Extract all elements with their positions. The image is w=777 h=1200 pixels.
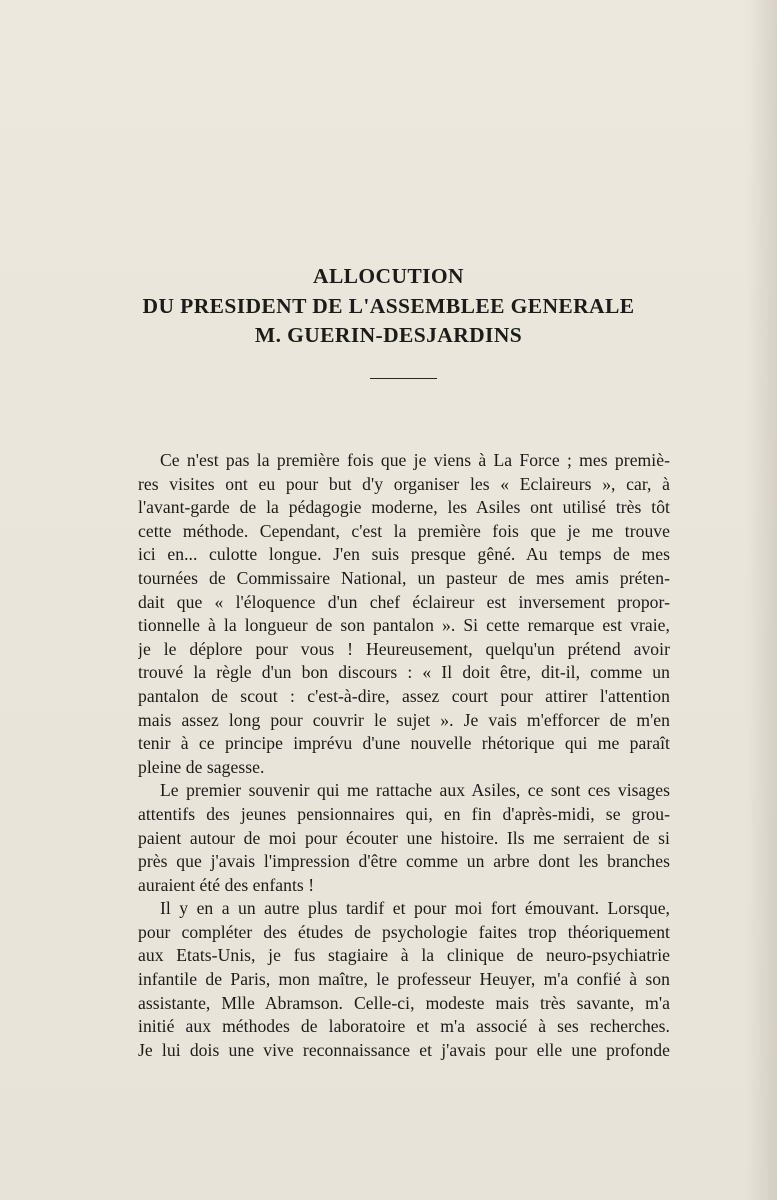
- text-line: pour compléter des études de psychologie faites trop théoriquement: [138, 921, 670, 942]
- text-line: assistante, Mlle Abramson. Celle-ci, modeste mais très savante, m'a: [138, 992, 670, 1013]
- body-text: [138, 449, 670, 1062]
- text-line: pleine de sagesse.: [138, 756, 265, 777]
- text-line: paient autour de moi pour écouter une histoire. Ils me serraient de si: [138, 827, 670, 848]
- text-line: tionnelle à la longueur de son pantalon ». Si cette remarque est vraie,: [138, 615, 670, 636]
- text-line: ici en... culotte longue. J'en suis presque gêné. Au temps de mes: [138, 544, 670, 565]
- text-line: trouvé la règle d'un bon discours : « Il doit être, dit-il, comme un: [138, 662, 670, 683]
- text-line: Le premier souvenir qui me rattache aux Asiles, ce sont ces visages: [160, 780, 670, 801]
- text-line: attentifs des jeunes pensionnaires qui, en fin d'après-midi, se grou-: [138, 803, 670, 824]
- text-line: Il y en a un autre plus tardif et pour moi fort émouvant. Lorsque,: [160, 898, 670, 919]
- text-line: l'avant-garde de la pédagogie moderne, les Asiles ont utilisé très tôt: [138, 497, 670, 518]
- text-line: cette méthode. Cependant, c'est la première fois que je me trouve: [138, 520, 670, 541]
- title-line-2: DU PRESIDENT DE L'ASSEMBLEE GENERALE: [142, 293, 635, 318]
- text-line: près que j'avais l'impression d'être comme un arbre dont les branches: [138, 851, 670, 872]
- text-line: dait que « l'éloquence d'un chef éclaireur est inversement propor-: [138, 591, 670, 612]
- text-line: initié aux méthodes de laboratoire et m'a associé à ses recherches.: [138, 1016, 670, 1037]
- text-line: je le déplore pour vous ! Heureusement, quelqu'un prétend avoir: [138, 638, 670, 659]
- text-line: auraient été des enfants !: [138, 874, 315, 895]
- text-line: pantalon de scout : c'est-à-dire, assez court pour attirer l'attention: [138, 685, 670, 706]
- text-line: infantile de Paris, mon maître, le professeur Heuyer, m'a confié à son: [138, 969, 670, 990]
- title-block: [0, 262, 777, 351]
- text-line: aux Etats-Unis, je fus stagiaire à la clinique de neuro-psychiatrie: [138, 945, 670, 966]
- title-line-3: M. GUERIN-DESJARDINS: [254, 323, 523, 347]
- text-line: Ce n'est pas la première fois que je viens à La Force ; mes premiè-: [160, 450, 670, 470]
- text-line: tournées de Commissaire National, un pasteur de mes amis préten-: [138, 567, 670, 588]
- text-line: Je lui dois une vive reconnaissance et j'avais pour elle une profonde: [138, 1039, 670, 1060]
- text-line: mais assez long pour couvrir le sujet ». Je vais m'efforcer de m'en: [138, 709, 670, 730]
- title-line-1: ALLOCUTION: [313, 264, 464, 288]
- text-line: tenir à ce principe imprévu d'une nouvelle rhétorique qui me paraît: [138, 733, 670, 754]
- text-line: res visites ont eu pour but d'y organiser les « Eclaireurs », car, à: [138, 473, 670, 494]
- title-divider: [370, 378, 437, 379]
